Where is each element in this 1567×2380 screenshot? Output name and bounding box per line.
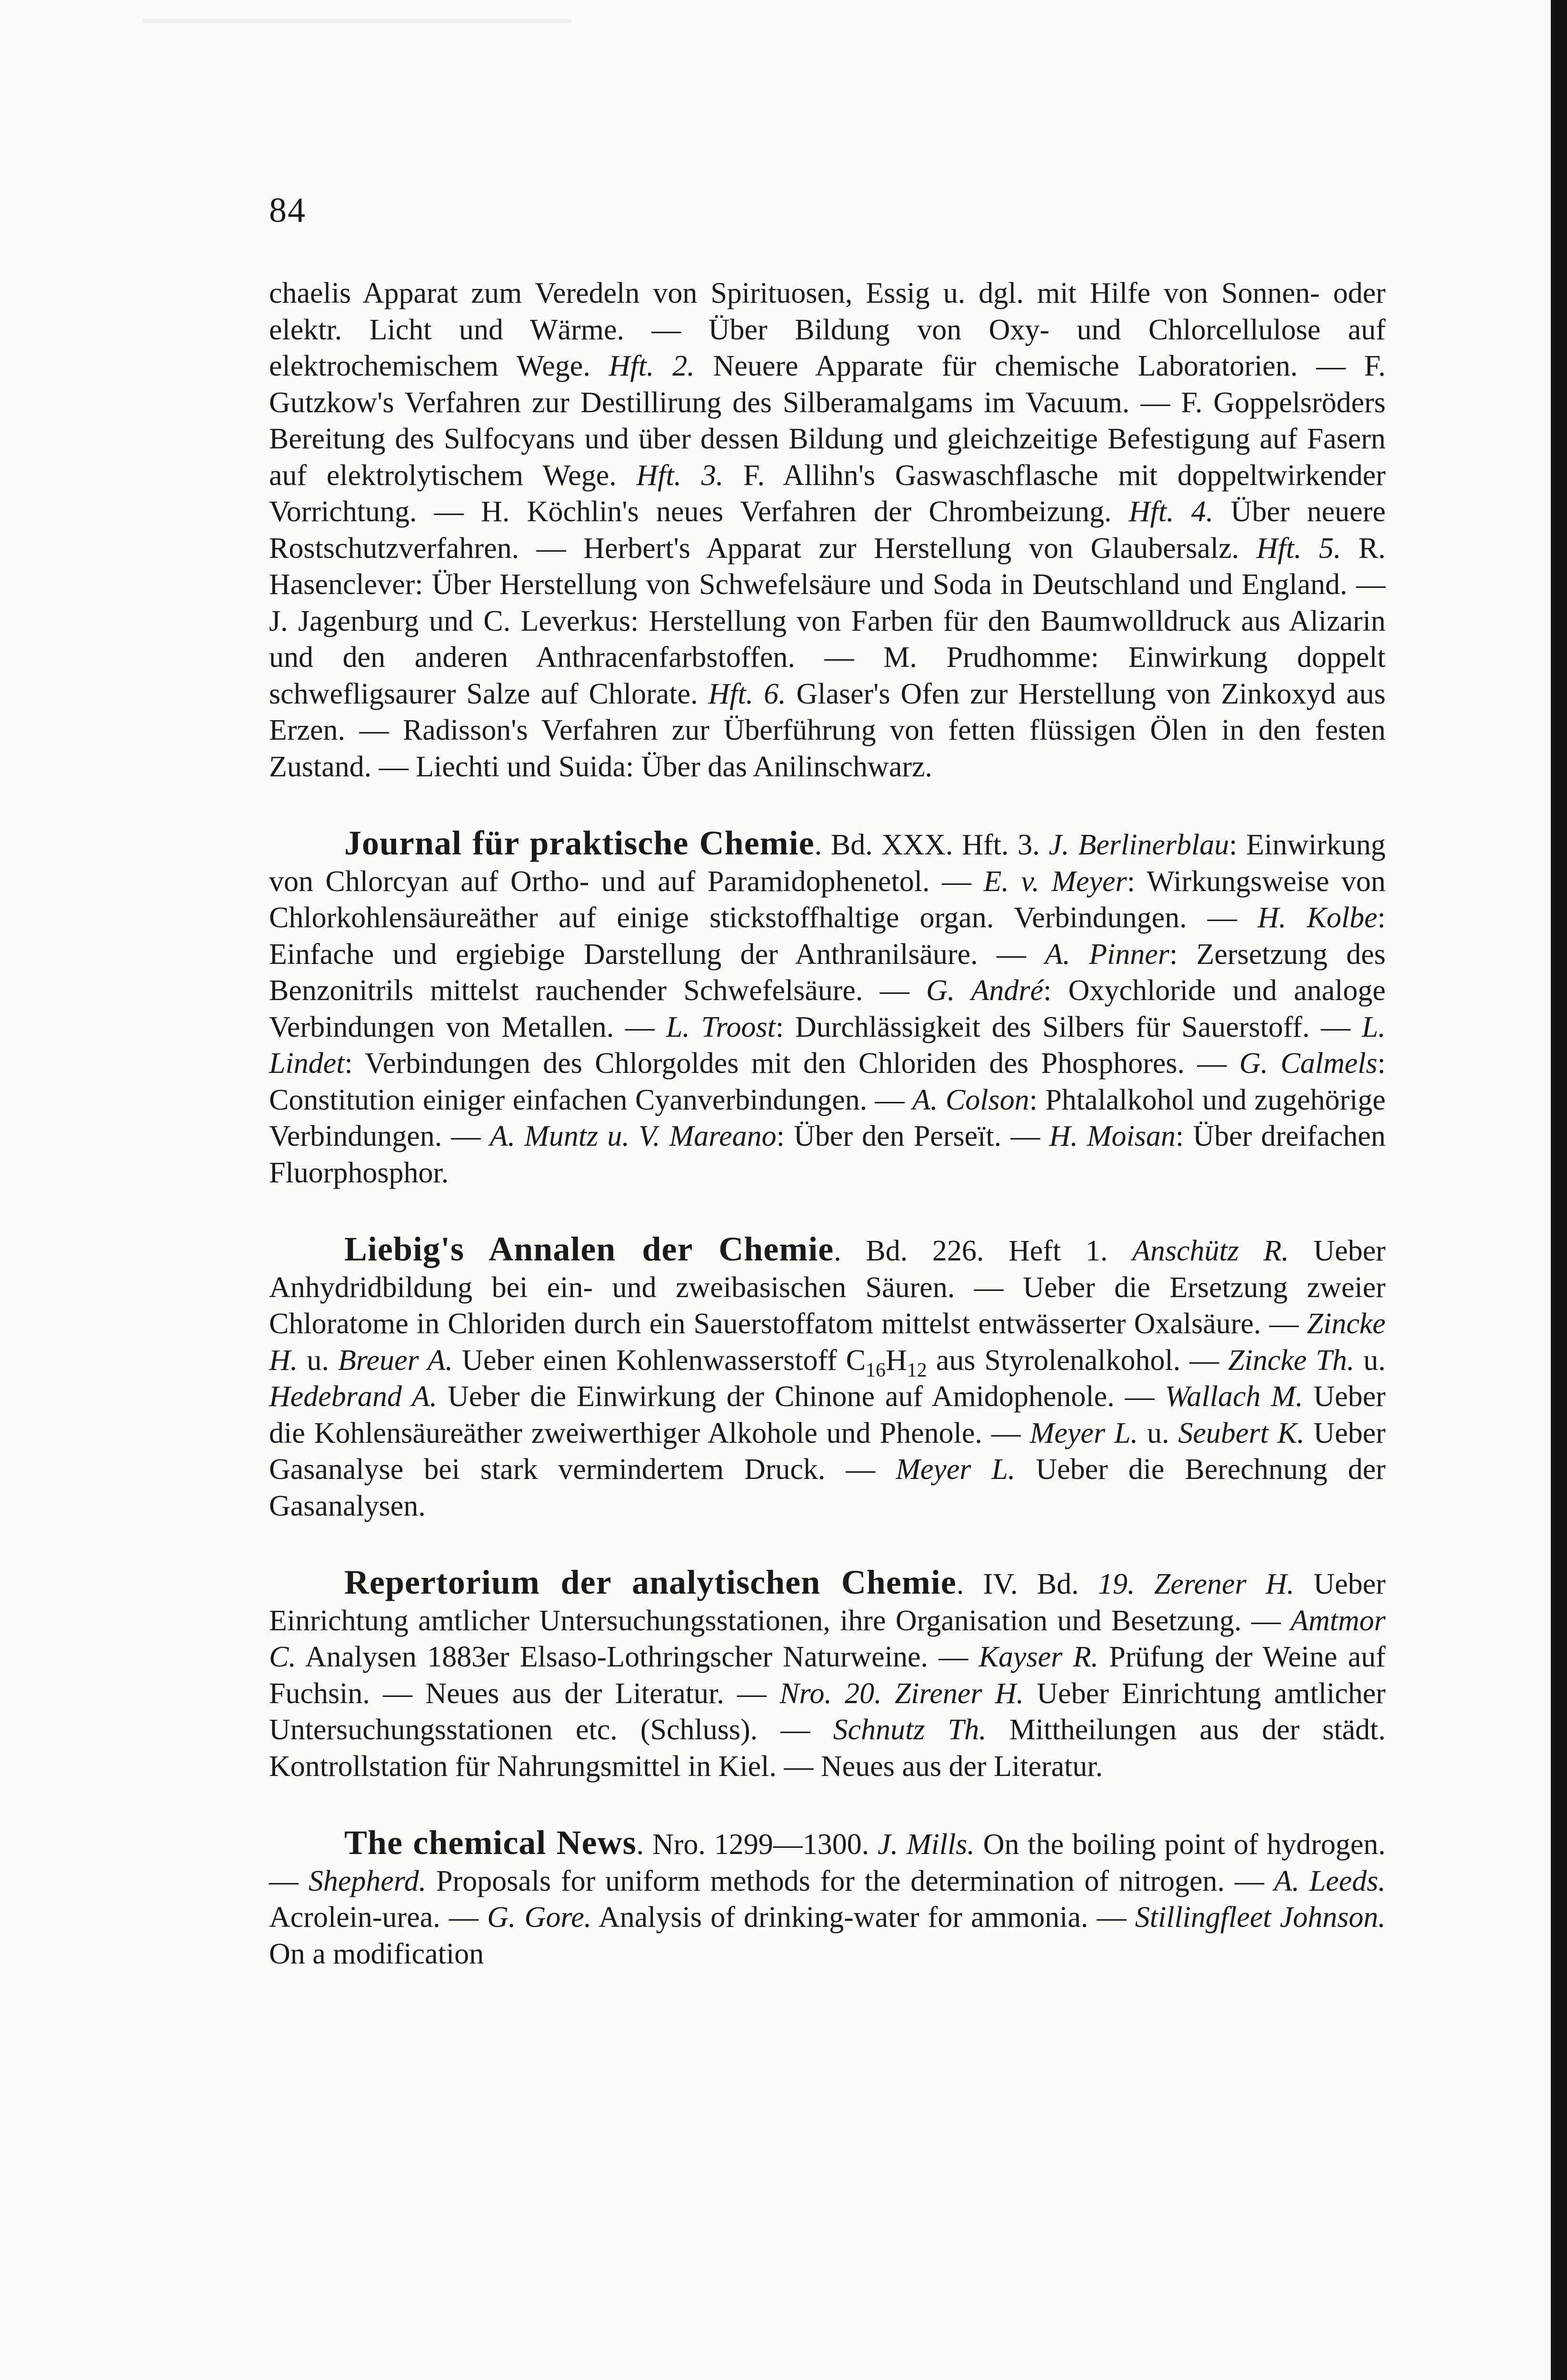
journal-title: Journal für praktische Chemie bbox=[344, 824, 815, 862]
italic-reference: Hedebrand A. bbox=[269, 1380, 438, 1413]
italic-reference: A. Colson bbox=[912, 1083, 1029, 1116]
journal-title: Repertorium der analytischen Chemie bbox=[344, 1563, 957, 1601]
italic-reference: A. Muntz u. V. Mareano bbox=[489, 1120, 777, 1152]
page-number: 84 bbox=[269, 191, 306, 230]
text-run: R. Hasenclever: Über Herstellung von Schwefelsäure und Soda in Deutschland und England. — J. Jagenburg und C. Leverkus: Herstellung von Farben für den Baumwolldruck aus Alizarin und den anderen Anthracenfarbstoffen. — M. Prudhomme: Einwirkung doppelt schwefligsaurer Salze auf Chlorate. bbox=[269, 532, 1386, 710]
italic-reference: Stillingfleet Johnson. bbox=[1135, 1901, 1386, 1934]
text-run: F. Allihn's Gaswaschflasche mit doppeltwirkender Vorrichtung. — H. Köchlin's neues Verfahren der Chrombeizung. bbox=[269, 459, 1386, 528]
text-run: u. bbox=[298, 1344, 338, 1377]
paragraph-liebigs-annalen bbox=[269, 1231, 1386, 1524]
text-run: : Verbindungen des Chlorgoldes mit den Chloriden des Phosphores. — bbox=[344, 1047, 1239, 1080]
italic-reference: Hft. 2. bbox=[609, 350, 695, 382]
journal-title: The chemical News bbox=[344, 1824, 637, 1862]
italic-reference: 19. Zerener H. bbox=[1098, 1568, 1295, 1600]
italic-reference: Schnutz Th. bbox=[833, 1714, 987, 1746]
text-run: : Zersetzung des Benzonitrils mittelst rauchender Schwefelsäure. — bbox=[269, 938, 1386, 1007]
text-run: Ueber Einrichtung amtlicher Untersuchungsstationen etc. (Schluss). — bbox=[269, 1677, 1386, 1746]
text-run: . IV. Bd. bbox=[956, 1568, 1098, 1600]
text-run: Proposals for uniform methods for the determination of nitrogen. — bbox=[426, 1864, 1274, 1897]
text-run: Glaser's Ofen zur Herstellung von Zinkoxyd aus Erzen. — Radisson's Verfahren zur Überführung von fetten flüssigen Ölen in den festen Zustand. — Liechti und Suida: Über das Anilinschwarz. bbox=[269, 677, 1386, 783]
text-run: u. bbox=[1138, 1417, 1178, 1449]
text-run: : Einfache und ergiebige Darstellung der Anthranilsäure. — bbox=[269, 902, 1386, 971]
text-run: aus Styrolenalkohol. — bbox=[927, 1344, 1228, 1377]
text-run: : Einwirkung von Chlorcyan auf Ortho- und auf Paramidophenetol. — bbox=[269, 829, 1386, 898]
italic-reference: Hft. 5. bbox=[1256, 532, 1341, 565]
italic-reference: Kayser R. bbox=[978, 1641, 1098, 1673]
paragraph-repertorium bbox=[269, 1564, 1386, 1785]
italic-reference: Meyer L. bbox=[896, 1453, 1016, 1486]
italic-reference: Hft. 3. bbox=[636, 459, 724, 492]
text-run: Ueber die Einwirkung der Chinone auf Amidophenole. — bbox=[437, 1380, 1165, 1413]
subscript: 16 bbox=[866, 1359, 886, 1381]
italic-reference: G. André bbox=[926, 974, 1044, 1007]
text-run: . Bd. XXX. Hft. 3. bbox=[814, 829, 1049, 861]
text-run: Analysen 1883er Elsaso-Lothringscher Naturweine. — bbox=[296, 1641, 979, 1673]
subscript: 12 bbox=[907, 1359, 927, 1381]
italic-reference: H. Moisan bbox=[1049, 1120, 1176, 1152]
italic-reference: J. Berlinerblau bbox=[1048, 829, 1229, 861]
text-run: H bbox=[886, 1344, 907, 1377]
italic-reference: H. Kolbe bbox=[1258, 902, 1377, 934]
italic-reference: Hft. 4. bbox=[1128, 496, 1214, 528]
text-run: : Constitution einiger einfachen Cyanverbindungen. — bbox=[269, 1047, 1386, 1116]
text-run: Ueber Gasanalyse bei stark vermindertem Druck. — bbox=[269, 1417, 1386, 1486]
italic-reference: Meyer L. bbox=[1029, 1417, 1138, 1449]
italic-reference: Hft. 6. bbox=[708, 677, 786, 710]
italic-reference: L. Troost bbox=[666, 1011, 776, 1043]
paragraph-journal-praktische-chemie bbox=[269, 825, 1386, 1191]
italic-reference: A. Pinner bbox=[1045, 938, 1169, 971]
italic-reference: Nro. 20. Zirener H. bbox=[779, 1677, 1024, 1710]
text-run: . Bd. 226. Heft 1. bbox=[834, 1235, 1132, 1267]
text-run: u. bbox=[1354, 1344, 1386, 1377]
text-run: Acrolein-urea. — bbox=[269, 1901, 488, 1934]
italic-reference: Breuer A. bbox=[338, 1344, 453, 1377]
text-run: : Wirkungsweise von Chlorkohlensäureäther auf einige stickstoffhaltige organ. Verbindungen. — bbox=[269, 865, 1386, 934]
text-run: Ueber Anhydridbildung bei ein- und zweibasischen Säuren. — Ueber die Ersetzung zweier Chloratome in Chloriden durch ein Sauerstoffatom mittelst entwässerter Oxalsäure. — bbox=[269, 1235, 1386, 1340]
paragraph-chemical-news bbox=[269, 1825, 1386, 1972]
text-run: On a modification bbox=[269, 1937, 484, 1970]
text-run: Ueber die Berechnung der Gasanalysen. bbox=[269, 1453, 1386, 1522]
italic-reference: Wallach M. bbox=[1165, 1380, 1303, 1413]
italic-reference: Zincke Th. bbox=[1228, 1344, 1355, 1377]
paragraph-continued bbox=[269, 275, 1386, 785]
text-run: chaelis Apparat zum Veredeln von Spirituosen, Essig u. dgl. mit Hilfe von Sonnen- oder elektr. Licht und Wärme. — Über Bildung von Oxy- und Chlorcellulose auf elektrochemischem Wege. bbox=[269, 277, 1386, 382]
italic-reference: G. Calmels bbox=[1239, 1047, 1377, 1080]
italic-reference: E. v. Meyer bbox=[983, 865, 1127, 898]
text-run: Ueber die Kohlensäureäther zweiwerthiger Alkohole und Phenole. — bbox=[269, 1380, 1386, 1449]
text-run: : Über dreifachen Fluorphosphor. bbox=[269, 1120, 1386, 1189]
text-run: Ueber Einrichtung amtlicher Untersuchungsstationen, ihre Organisation und Besetzung. — bbox=[269, 1568, 1386, 1637]
page-body bbox=[269, 275, 1386, 1972]
text-run: : Oxychloride und analoge Verbindungen von Metallen. — bbox=[269, 974, 1386, 1043]
text-run: Mittheilungen aus der städt. Kontrollstation für Nahrungsmittel in Kiel. — Neues aus der Literatur. bbox=[269, 1714, 1386, 1783]
text-run: Analysis of drinking-water for ammonia. — bbox=[591, 1901, 1135, 1934]
italic-reference: J. Mills. bbox=[878, 1828, 975, 1861]
text-run: Prüfung der Weine auf Fuchsin. — Neues aus der Literatur. — bbox=[269, 1641, 1386, 1710]
italic-reference: A. Leeds. bbox=[1274, 1864, 1386, 1897]
scan-shadow bbox=[143, 19, 571, 23]
italic-reference: L. Lindet bbox=[269, 1011, 1386, 1080]
text-run: : Durchlässigkeit des Silbers für Sauerstoff. — bbox=[775, 1011, 1362, 1043]
text-run: Ueber einen Kohlenwasserstoff C bbox=[453, 1344, 866, 1377]
journal-title: Liebig's Annalen der Chemie bbox=[344, 1230, 834, 1268]
italic-reference: Seubert K. bbox=[1178, 1417, 1305, 1449]
italic-reference: Zincke H. bbox=[269, 1308, 1386, 1377]
text-run: : Über den Perseït. — bbox=[776, 1120, 1049, 1152]
text-run: Über neuere Rostschutzverfahren. — Herbert's Apparat zur Herstellung von Glaubersalz. bbox=[269, 496, 1386, 565]
text-run: On the boiling point of hydrogen. — bbox=[269, 1828, 1386, 1897]
text-run: : Phtalalkohol und zugehörige Verbindungen. — bbox=[269, 1083, 1386, 1152]
italic-reference: Anschütz R. bbox=[1132, 1235, 1289, 1267]
italic-reference: G. Gore. bbox=[487, 1901, 592, 1934]
italic-reference: Shepherd. bbox=[308, 1864, 427, 1897]
italic-reference: Amtmor C. bbox=[269, 1604, 1386, 1673]
scan-edge bbox=[1551, 0, 1567, 2380]
text-run: . Nro. 1299—1300. bbox=[636, 1828, 878, 1861]
text-run: Neuere Apparate für chemische Laboratorien. — F. Gutzkow's Verfahren zur Destillirung des Silberamalgams im Vacuum. — F. Goppelsröders Bereitung des Sulfocyans und über dessen Bildung und gleichzeitige Befestigung auf Fasern auf elektrolytischem Wege. bbox=[269, 350, 1386, 492]
